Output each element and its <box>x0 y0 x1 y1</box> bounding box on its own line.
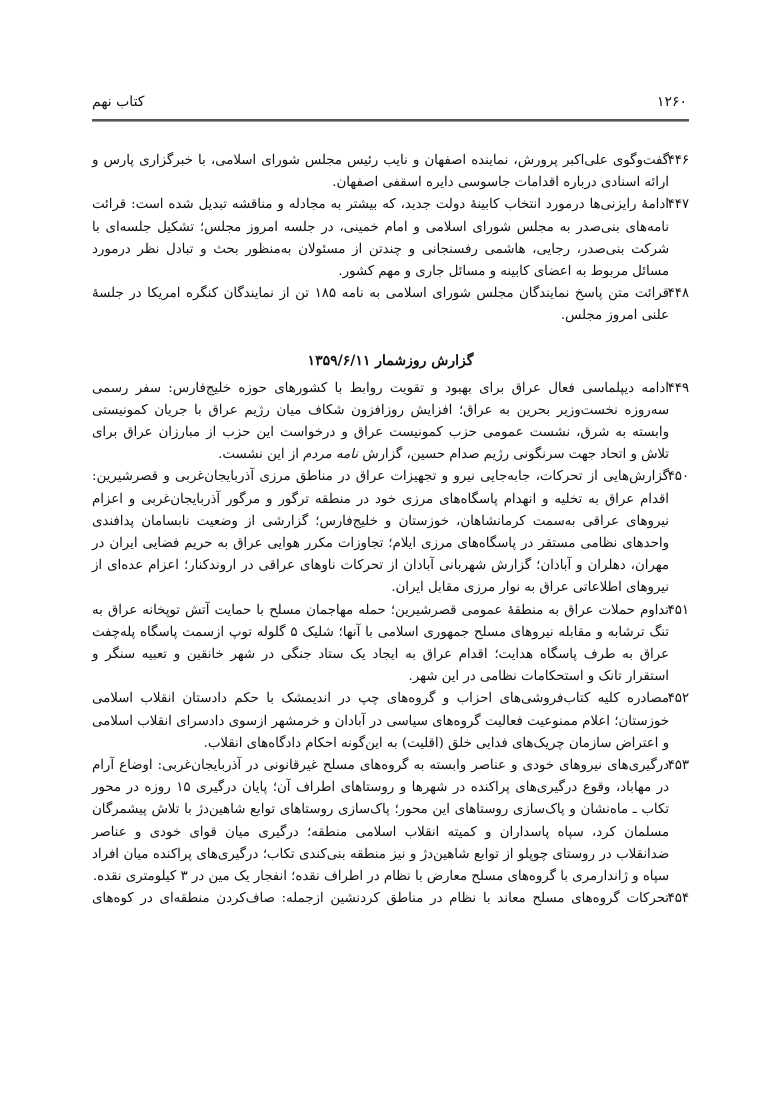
entry-number: ۴۵۳ <box>667 758 689 774</box>
entry-text-part: ادامه دیپلماسی فعال عراق برای بهبود و تقویت روابط با کشورهای حوزه خلیج‌فارس: سفر رسمی سه‌روزه نخست‌وزیر بحرین به عراق؛ افزایش روزافزون شکاف میان رژیم عراق با جریان کمونیستی وابسته به شرق، نشست عمومی حزب کمونیست عراق و درخواست این حزب از مبارزان عراق برای تلاش و اتحاد جهت سرنگونی رژیم صدام حسین، گزارش <box>92 380 669 463</box>
page-number: ۱۲۶۰ <box>656 94 687 110</box>
header-rule <box>92 119 689 122</box>
entry-text-part: از این نشست. <box>218 447 304 463</box>
entry-450 <box>92 466 689 599</box>
entry-number: ۴۵۴ <box>667 891 689 907</box>
entry-number: ۴۵۲ <box>667 691 689 707</box>
entry-number: ۴۴۶ <box>667 153 689 168</box>
entry-451 <box>92 600 689 689</box>
entry-454 <box>92 888 689 910</box>
entry-text: تداوم حملات عراق به منطقهٔ عمومی قصرشیرین؛ حمله مهاجمان مسلح با حمایت آتش توپخانه عراق به تنگ ترشابه و مقابله نیروهای مسلح جمهوری اسلامی با آنها؛ شلیک ۵ گلوله توپ ازسمت پاسگاه پله‌چفت عراق به طرف پاسگاه هدایت؛ اقدام عراق به ایجاد یک ستاد جنگی در شهر خانقین و تعبیه سنگر و استقرار تانک و استحکامات نظامی در این شهر. <box>92 602 669 685</box>
entry-text <box>92 378 669 467</box>
entry-number: ۴۴۷ <box>667 197 689 213</box>
entry-452 <box>92 688 689 755</box>
entry-449 <box>92 378 689 467</box>
entry-453 <box>92 755 689 888</box>
section-heading: گزارش روزشمار ۱۳۵۹/۶/۱۱ <box>307 352 474 369</box>
entry-text: قرائت متن پاسخ نمایندگان مجلس شورای اسلامی به نامه ۱۸۵ تن از نمایندگان کنگره امریکا در جلسهٔ علنی امروز مجلس. <box>92 286 669 324</box>
entry-text: مصادره کلیه کتاب‌فروشی‌های احزاب و گروه‌های چپ در اندیمشک با حکم دادستان انقلاب اسلامی خوزستان؛ اعلام ممنوعیت فعالیت گروه‌های سیاسی در آبادان و خرمشهر ازسوی دادسرای انقلاب اسلامی و اعتراض سازمان چریک‌های فدایی خلق (اقلیت) به این‌گونه احکام دادگاه‌های انقلاب. <box>92 691 669 751</box>
entry-number: ۴۵۰ <box>667 469 689 485</box>
book-title: کتاب نهم <box>92 94 145 110</box>
entry-448 <box>92 283 689 327</box>
running-head <box>92 92 689 116</box>
entry-447 <box>92 194 689 283</box>
entry-number: ۴۴۹ <box>667 380 689 396</box>
entry-text: گزارش‌هایی از تحرکات، جابه‌جایی نیرو و تجهیزات عراق در مناطق مرزی آذربایجان‌غربی و قصرشیرین: اقدام عراق به تخلیه و انهدام پاسگاه‌های مرزی خود در منطقه ترگور و مرگور آذربایجان‌غربی و اعزام نیروهای عراقی به‌سمت کرمانشاهان، خوزستان و خلیج‌فارس؛ گزارشی از وضعیت نابسامان پدافندی واحدهای نظامی مستقر در پاسگاه‌های مرزی ایلام؛ تجاوزات مکرر هوایی عراق به حریم فضایی ایران در مهران، دهلران و آبادان؛ گزارش شهربانی آبادان از تحرکات ناوهای عراقی در اروندکنار؛ اعزام عده‌ای از نیروهای اطلاعاتی عراق به نوار مرزی مقابل ایران. <box>92 469 669 596</box>
entry-text: گفت‌وگوی علی‌اکبر پرورش، نماینده اصفهان و نایب رئیس مجلس شورای اسلامی، با خبرگزاری پارس و ارائه اسنادی درباره اقدامات جاسوسی دایره اسقفی اصفهان. <box>92 153 669 191</box>
entry-text: تحرکات گروه‌های مسلح معاند با نظام در مناطق کردنشین ازجمله: صاف‌کردن منطقه‌ای در کوه‌های <box>92 891 669 907</box>
entry-text: ادامهٔ رایزنی‌ها درمورد انتخاب کابینهٔ دولت جدید، که بیشتر به مجادله و مناقشه تبدیل شده است: قرائت نامه‌های بنی‌صدر به مجلس شورای اسلامی و امام خمینی، در جلسه امروز مجلس؛ تشکیل جلسه‌ای با شرکت بنی‌صدر، رجایی، هاشمی رفسنجانی و چندتن از مسئولان به‌منظور بحث و تبادل نظر درمورد مسائل مربوط به اعضای کابینه و مسائل جاری و مهم کشور. <box>92 197 669 280</box>
entry-number: ۴۵۱ <box>667 602 689 618</box>
entry-446 <box>92 150 689 194</box>
entry-text: درگیری‌های نیروهای خودی و عناصر وابسته به گروه‌های مسلح غیرقانونی در آذربایجان‌غربی: اوضاع آرام در مهاباد، وقوع درگیری‌های پراکنده در شهرها و روستاهای اطراف آن؛ پایان درگیری ۱۵ روزه در محور تکاب ـ ماه‌نشان و پاک‌سازی روستاهای این محور؛ پاک‌سازی روستاهای توابع شاهین‌دژ با تلاش پیشمرگان مسلمان کرد، سپاه پاسداران و کمیته انقلاب اسلامی منطقه؛ درگیری میان قوای خودی و عناصر ضدانقلاب در روستای چوپلو از توابع شاهین‌دژ و نیز منطقه بنی‌کندی تکاب؛ درگیری‌های پراکنده میان افراد سپاه و ژاندارمری با گروه‌های مسلح معارض با نظام در اطراف نقده؛ انفجار یک مین در ۳ کیلومتری نقده. <box>92 758 669 885</box>
newspaper-title: نامه مردم <box>303 447 359 463</box>
entry-number: ۴۴۸ <box>667 286 689 302</box>
document-body <box>92 150 689 911</box>
